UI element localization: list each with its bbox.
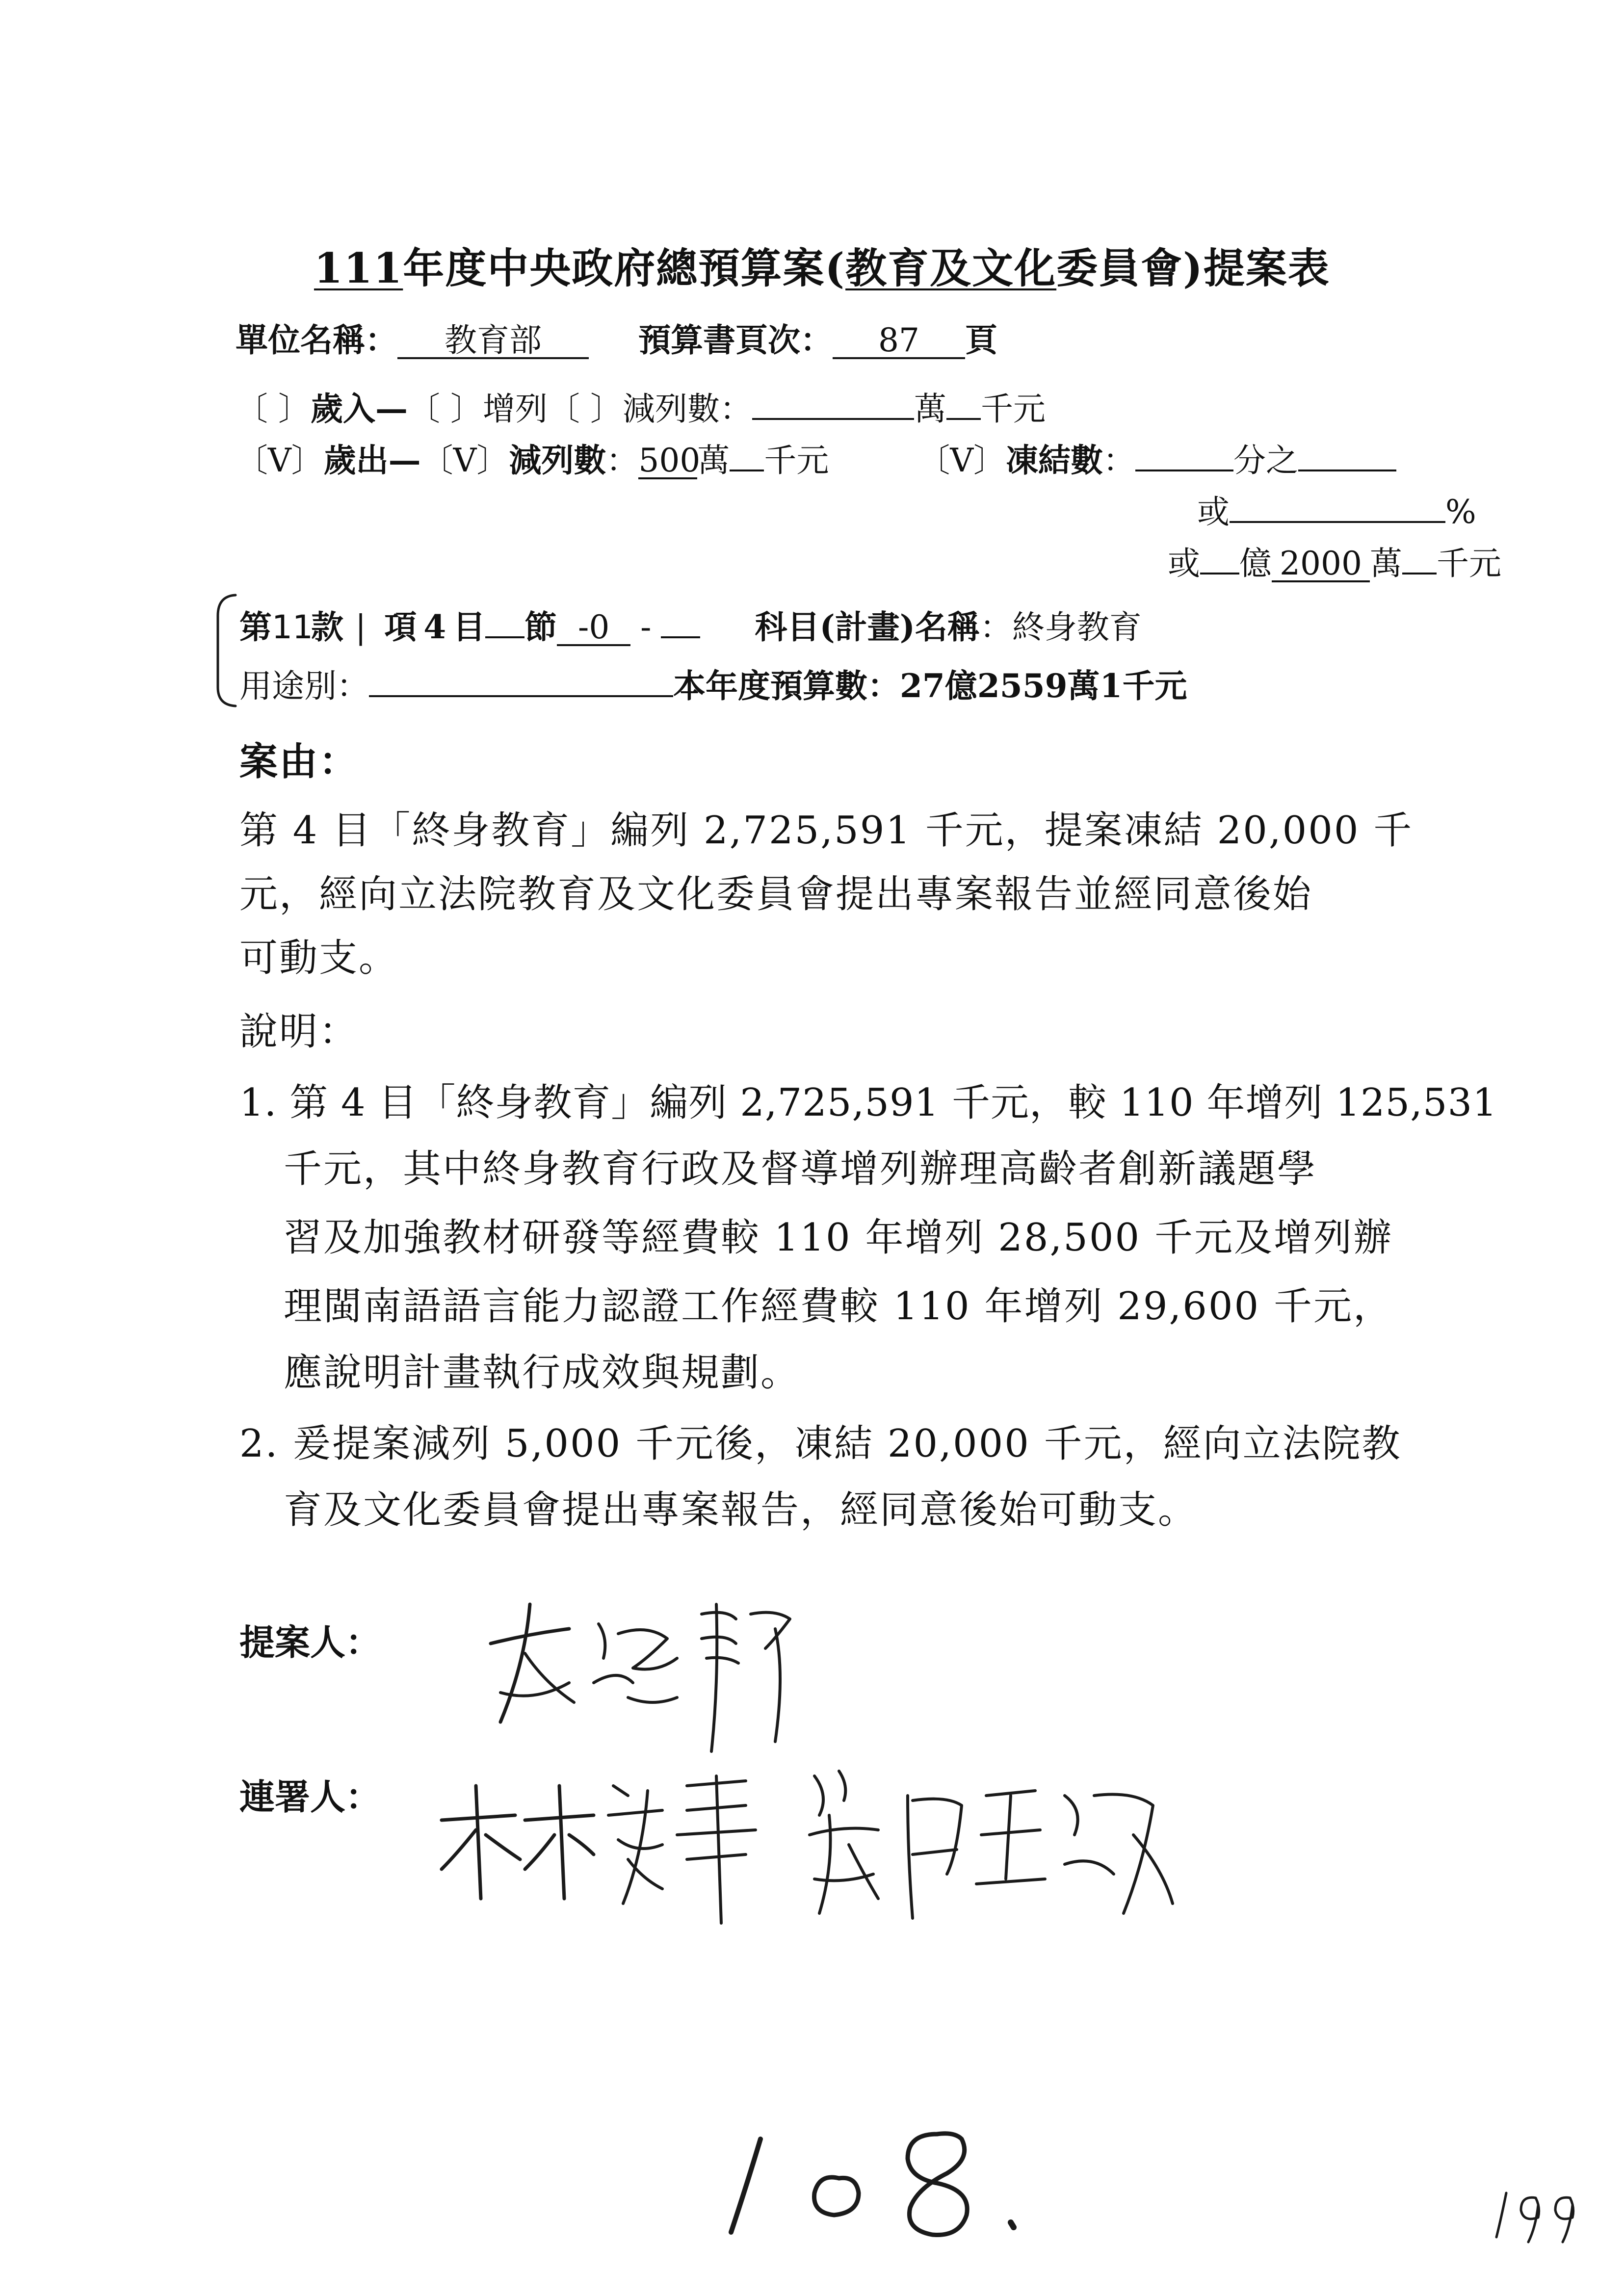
proposer-signature: [471, 1585, 824, 1761]
title-post: 委員會)提案表: [1056, 244, 1330, 292]
subject-mu-value: 4: [423, 608, 446, 646]
explain-item1-line-2: 千元，其中終身教育行政及督導增列辦理高齡者創新議題學: [284, 1147, 1317, 1191]
explain-item2-line-1: 2. 爰提案減列 5,000 千元後，凍結 20,000 千元，經向立法院教: [239, 1422, 1402, 1466]
subject-jie: 節: [524, 608, 557, 646]
usage-label: 用途別：: [239, 667, 369, 705]
income-qian-blank: [946, 418, 981, 420]
bracket: [211, 591, 240, 709]
subject-name-colon: ：: [979, 608, 1012, 646]
or-label: 或: [1197, 493, 1230, 531]
reason-line-1: 第 4 目「終身教育」編列 2,725,591 千元，提案凍結 20,000 千: [239, 809, 1414, 853]
or2-qian-blank: [1402, 573, 1437, 574]
expense-qian-blank: [730, 470, 764, 471]
expense-box: 〔V〕: [236, 442, 324, 479]
expense-wan: 萬: [697, 442, 730, 479]
unit-value: 教育部: [397, 323, 589, 359]
income-wan: 萬: [914, 390, 946, 428]
title-year: 111: [314, 244, 403, 292]
title-committee: 教育及文化: [845, 244, 1057, 292]
expense-line: [236, 434, 1396, 481]
freeze-label: 凍結數: [1006, 441, 1103, 479]
freeze-denominator-blank: [1298, 470, 1396, 471]
explain-item1-line-1: 1. 第 4 目「終身教育」編列 2,725,591 千元，較 110 年增列 125,531: [239, 1081, 1497, 1125]
unit-label: 單位名稱：: [236, 321, 397, 359]
expense-colon: ：: [606, 442, 639, 479]
budget-amount: 本年度預算數：27億2559萬1千元: [673, 667, 1187, 705]
yi-blank: [1200, 573, 1239, 574]
freeze-colon: ：: [1103, 442, 1135, 479]
expense-decrease-label: 減列數: [509, 441, 606, 479]
cosigner-signature-1: [432, 1756, 765, 1938]
or2-wan-value: 2000: [1272, 547, 1370, 582]
income-box2: 〔 〕: [407, 390, 483, 428]
freeze-fen: 分之: [1233, 442, 1298, 479]
cosigner-label: 連署人：: [239, 1776, 381, 1818]
income-decrease-label: 減列數：: [622, 390, 752, 428]
or-amount-line: [1168, 537, 1501, 584]
subject-jie-value: -0: [557, 610, 630, 646]
subject-kuan-value: 11: [272, 608, 313, 646]
expense-box2: 〔V〕: [420, 442, 509, 479]
subject-mu-blank: [485, 636, 524, 638]
explain-item2-line-2: 育及文化委員會提出專案報告，經同意後始可動支。: [284, 1488, 1198, 1532]
subject-xiang: 項: [384, 608, 417, 646]
income-box: 〔 〕: [236, 390, 311, 428]
expense-qian: 千元: [764, 442, 829, 479]
reason-heading: 案由：: [239, 739, 359, 784]
income-amount-blank: [752, 418, 914, 420]
reason-line-3: 可動支。: [239, 936, 399, 980]
income-label: 歲入—: [310, 390, 408, 428]
subject-dash: -: [640, 608, 652, 646]
percent-sign: %: [1445, 493, 1476, 531]
usage-blank: [369, 695, 673, 697]
page-unit: 頁: [965, 321, 997, 359]
subject-name-label: 科目(計畫)名稱: [755, 608, 980, 646]
percent-blank: [1230, 521, 1445, 523]
unit-line: [236, 314, 997, 361]
expense-label: 歲出—: [323, 441, 421, 479]
handwritten-number: [716, 2119, 1030, 2247]
explain-heading: 說明：: [239, 1010, 359, 1054]
freeze-numerator-blank: [1135, 470, 1233, 471]
subject-name-value: 終身教育: [1012, 608, 1142, 646]
income-line: [236, 383, 1046, 429]
subject-last-blank: [661, 636, 700, 638]
subject-mu: 目: [453, 608, 486, 646]
page-label: 預算書頁次：: [638, 321, 833, 359]
explain-item1-line-3: 習及加強教材研發等經費較 110 年增列 28,500 千元及增列辦: [284, 1216, 1393, 1260]
or-percent-line: [1197, 486, 1476, 532]
usage-line: [239, 660, 1187, 706]
form-title: [314, 235, 1330, 295]
reason-line-2: 元，經向立法院教育及文化委員會提出專案報告並經同意後始: [239, 872, 1313, 916]
or2-qian: 千元: [1437, 545, 1501, 582]
subject-kuan: 款: [311, 608, 343, 646]
explain-item1-line-5: 應說明計畫執行成效與規劃。: [284, 1351, 801, 1395]
title-pre: 年度中央政府總預算案(: [403, 244, 846, 292]
subject-line: 第11款 | 項 4 目 節 -0 - 科目(計畫)名稱：終身教育: [239, 608, 1142, 646]
income-qian: 千元: [980, 390, 1046, 428]
expense-amount: 500: [638, 442, 701, 479]
cosigner-signature-2: [800, 1756, 1182, 1943]
explain-item1-line-4: 理閩南語語言能力認證工作經費較 110 年增列 29,600 千元，: [284, 1284, 1393, 1329]
proposer-label: 提案人：: [239, 1621, 381, 1663]
or2-label: 或: [1168, 545, 1200, 582]
handwritten-page: [1492, 2178, 1590, 2247]
or2-wan: 萬: [1370, 545, 1402, 582]
income-box3: 〔 〕: [547, 390, 623, 428]
or2-yi: 億: [1239, 545, 1272, 582]
page-value: 87: [833, 323, 965, 359]
subject-di: 第: [239, 608, 272, 646]
freeze-box: 〔V〕: [917, 442, 1006, 479]
income-increase: 增列: [482, 390, 548, 428]
